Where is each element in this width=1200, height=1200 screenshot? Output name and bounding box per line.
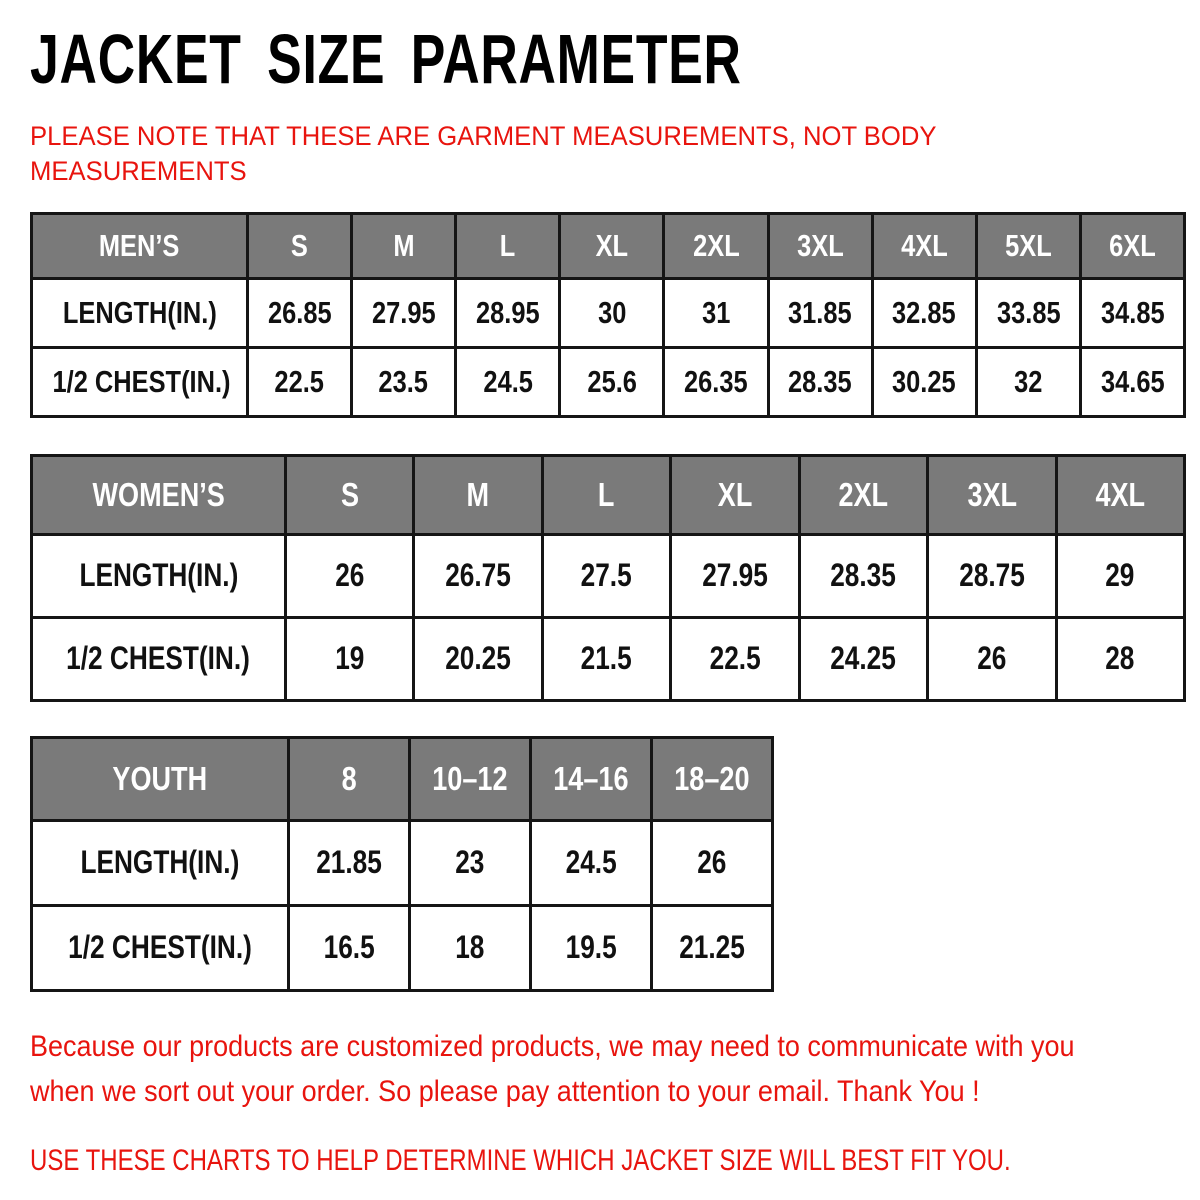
size-header-cell-text: M	[393, 227, 415, 263]
value-cell-text: 19	[335, 640, 365, 677]
value-cell	[414, 617, 542, 700]
row-label-cell-text: LENGTH(IN.)	[79, 557, 238, 594]
value-cell-text: 27.95	[371, 294, 436, 330]
row-label-cell	[32, 534, 286, 617]
value-cell-text: 32.85	[892, 294, 957, 330]
value-cell	[1080, 278, 1184, 347]
row-label-cell	[32, 820, 289, 905]
table-title-cell	[32, 455, 286, 534]
measurement-row	[32, 905, 773, 990]
size-header-cell-text: 3XL	[796, 227, 844, 263]
header-row	[32, 455, 1185, 534]
value-cell	[410, 820, 531, 905]
size-header-cell	[1080, 213, 1184, 278]
value-cell-text: 21.85	[316, 844, 382, 881]
value-cell	[1056, 617, 1184, 700]
size-header-cell	[352, 213, 456, 278]
value-cell	[872, 347, 976, 416]
page-title: JACKET SIZE PARAMETER	[30, 20, 742, 98]
table-title-cell-text: MEN’S	[99, 227, 180, 263]
size-header-cell-text: S	[291, 227, 309, 263]
value-cell-text: 27.95	[702, 557, 768, 594]
size-header-cell	[872, 213, 976, 278]
size-header-cell-text: 6XL	[1109, 227, 1156, 263]
row-label-cell	[32, 905, 289, 990]
customization-notice	[30, 1024, 1200, 1114]
garment-note-line-2: MEASUREMENTS	[30, 156, 247, 187]
row-label-cell-text: 1/2 CHEST(IN.)	[68, 929, 252, 966]
value-cell-text: 28.35	[830, 557, 897, 594]
table-title-cell-text: WOMEN’S	[92, 475, 225, 513]
fit-advice-note: USE THESE CHARTS TO HELP DETERMINE WHICH JACKET SIZE WILL BEST FIT YOU.	[30, 1143, 1011, 1177]
value-cell	[286, 534, 414, 617]
size-header-cell	[799, 455, 927, 534]
value-cell-text: 21.5	[581, 640, 633, 677]
value-cell-text: 28.95	[475, 294, 540, 330]
header-row	[32, 737, 773, 820]
value-cell-text: 26.85	[267, 294, 332, 330]
value-cell	[352, 278, 456, 347]
value-cell-text: 24.5	[483, 363, 533, 399]
measurement-row	[32, 534, 1185, 617]
value-cell-text: 26.35	[684, 363, 748, 399]
size-header-cell	[652, 737, 773, 820]
value-cell-text: 30	[597, 294, 627, 330]
size-header-cell-text: L	[500, 227, 516, 263]
size-header-cell	[531, 737, 652, 820]
size-header-cell-text: 3XL	[966, 475, 1017, 513]
value-cell	[976, 347, 1080, 416]
value-cell	[542, 617, 670, 700]
measurement-row	[32, 347, 1185, 416]
value-cell	[664, 278, 768, 347]
size-header-cell-text: 4XL	[1095, 475, 1146, 513]
value-cell	[560, 347, 664, 416]
size-header-cell	[410, 737, 531, 820]
value-cell	[652, 820, 773, 905]
value-cell	[671, 534, 799, 617]
size-header-cell-text: L	[598, 475, 615, 513]
value-cell	[664, 347, 768, 416]
row-label-cell	[32, 347, 248, 416]
value-cell-text: 26	[335, 557, 365, 594]
value-cell	[248, 278, 352, 347]
header-row	[32, 213, 1185, 278]
value-cell	[456, 278, 560, 347]
value-cell-text: 23	[455, 844, 485, 881]
value-cell-text: 25.6	[587, 363, 637, 399]
size-header-cell	[560, 213, 664, 278]
table-title-cell-text: YOUTH	[112, 759, 208, 797]
value-cell	[652, 905, 773, 990]
value-cell-text: 28	[1105, 640, 1135, 677]
row-label-cell-text: LENGTH(IN.)	[80, 844, 240, 881]
value-cell	[1080, 347, 1184, 416]
size-header-cell-text: S	[340, 475, 359, 513]
size-header-cell-text: 4XL	[900, 227, 948, 263]
value-cell-text: 22.5	[274, 363, 325, 399]
value-cell	[531, 905, 652, 990]
size-header-cell-text: 2XL	[692, 227, 740, 263]
value-cell	[289, 905, 410, 990]
value-cell	[248, 347, 352, 416]
garment-note-line-1: PLEASE NOTE THAT THESE ARE GARMENT MEASUREMENTS, NOT BODY	[30, 120, 937, 151]
value-cell	[414, 534, 542, 617]
row-label-cell	[32, 278, 248, 347]
value-cell-text: 19.5	[565, 929, 617, 966]
size-header-cell-text: M	[466, 475, 490, 513]
value-cell	[456, 347, 560, 416]
size-header-cell	[1056, 455, 1184, 534]
value-cell	[928, 534, 1056, 617]
size-header-cell-text: 10–12	[432, 759, 508, 797]
value-cell	[531, 820, 652, 905]
table-title-cell	[32, 737, 289, 820]
size-header-cell	[671, 455, 799, 534]
value-cell	[542, 534, 670, 617]
size-header-cell-text: 18–20	[674, 759, 750, 797]
size-header-cell	[976, 213, 1080, 278]
value-cell-text: 34.65	[1100, 363, 1165, 399]
value-cell-text: 28.35	[788, 363, 852, 399]
size-header-cell	[456, 213, 560, 278]
size-header-cell-text: 8	[341, 759, 357, 797]
value-cell-text: 20.25	[445, 640, 511, 677]
value-cell-text: 34.85	[1100, 294, 1165, 330]
value-cell-text: 27.5	[581, 557, 633, 594]
size-header-cell	[289, 737, 410, 820]
womens-size-table	[30, 454, 1186, 702]
value-cell	[1056, 534, 1184, 617]
value-cell-text: 23.5	[378, 363, 429, 399]
value-cell	[799, 534, 927, 617]
size-header-cell-text: XL	[595, 227, 629, 263]
value-cell-text: 26	[977, 640, 1007, 677]
value-cell-text: 28.75	[958, 557, 1025, 594]
size-header-cell	[414, 455, 542, 534]
value-cell-text: 33.85	[996, 294, 1061, 330]
value-cell-text: 26.75	[445, 557, 511, 594]
row-label-cell-text: 1/2 CHEST(IN.)	[66, 640, 251, 677]
value-cell	[928, 617, 1056, 700]
value-cell	[560, 278, 664, 347]
measurement-row	[32, 617, 1185, 700]
mens-size-table	[30, 212, 1186, 418]
value-cell-text: 31.85	[788, 294, 852, 330]
value-cell-text: 29	[1105, 557, 1135, 594]
value-cell-text: 18	[455, 929, 485, 966]
size-header-cell	[928, 455, 1056, 534]
garment-note	[30, 119, 1200, 190]
value-cell-text: 16.5	[323, 929, 375, 966]
size-header-cell	[286, 455, 414, 534]
size-header-cell-text: 14–16	[553, 759, 629, 797]
value-cell	[410, 905, 531, 990]
measurement-row	[32, 820, 773, 905]
measurement-row	[32, 278, 1185, 347]
value-cell-text: 32	[1014, 363, 1043, 399]
youth-size-table	[30, 736, 774, 992]
value-cell-text: 22.5	[709, 640, 761, 677]
size-header-cell-text: 2XL	[838, 475, 889, 513]
row-label-cell	[32, 617, 286, 700]
value-cell	[671, 617, 799, 700]
size-header-cell	[542, 455, 670, 534]
value-cell	[352, 347, 456, 416]
value-cell-text: 30.25	[892, 363, 957, 399]
customization-notice-line-1: Because our products are customized products, we may need to communicate with you	[30, 1029, 1075, 1063]
size-header-cell-text: XL	[717, 475, 753, 513]
value-cell-text: 24.25	[830, 640, 897, 677]
row-label-cell-text: LENGTH(IN.)	[62, 294, 217, 330]
row-label-cell-text: 1/2 CHEST(IN.)	[52, 363, 231, 399]
value-cell	[976, 278, 1080, 347]
customization-notice-line-2: when we sort out your order. So please pay attention to your email. Thank You !	[30, 1074, 980, 1108]
size-header-cell	[248, 213, 352, 278]
size-header-cell	[664, 213, 768, 278]
value-cell-text: 31	[701, 294, 731, 330]
value-cell-text: 26	[697, 844, 727, 881]
value-cell	[799, 617, 927, 700]
value-cell-text: 24.5	[565, 844, 617, 881]
value-cell	[768, 347, 872, 416]
value-cell	[872, 278, 976, 347]
size-header-cell-text: 5XL	[1005, 227, 1052, 263]
value-cell-text: 21.25	[679, 929, 745, 966]
size-header-cell	[768, 213, 872, 278]
table-title-cell	[32, 213, 248, 278]
value-cell	[289, 820, 410, 905]
value-cell	[768, 278, 872, 347]
value-cell	[286, 617, 414, 700]
